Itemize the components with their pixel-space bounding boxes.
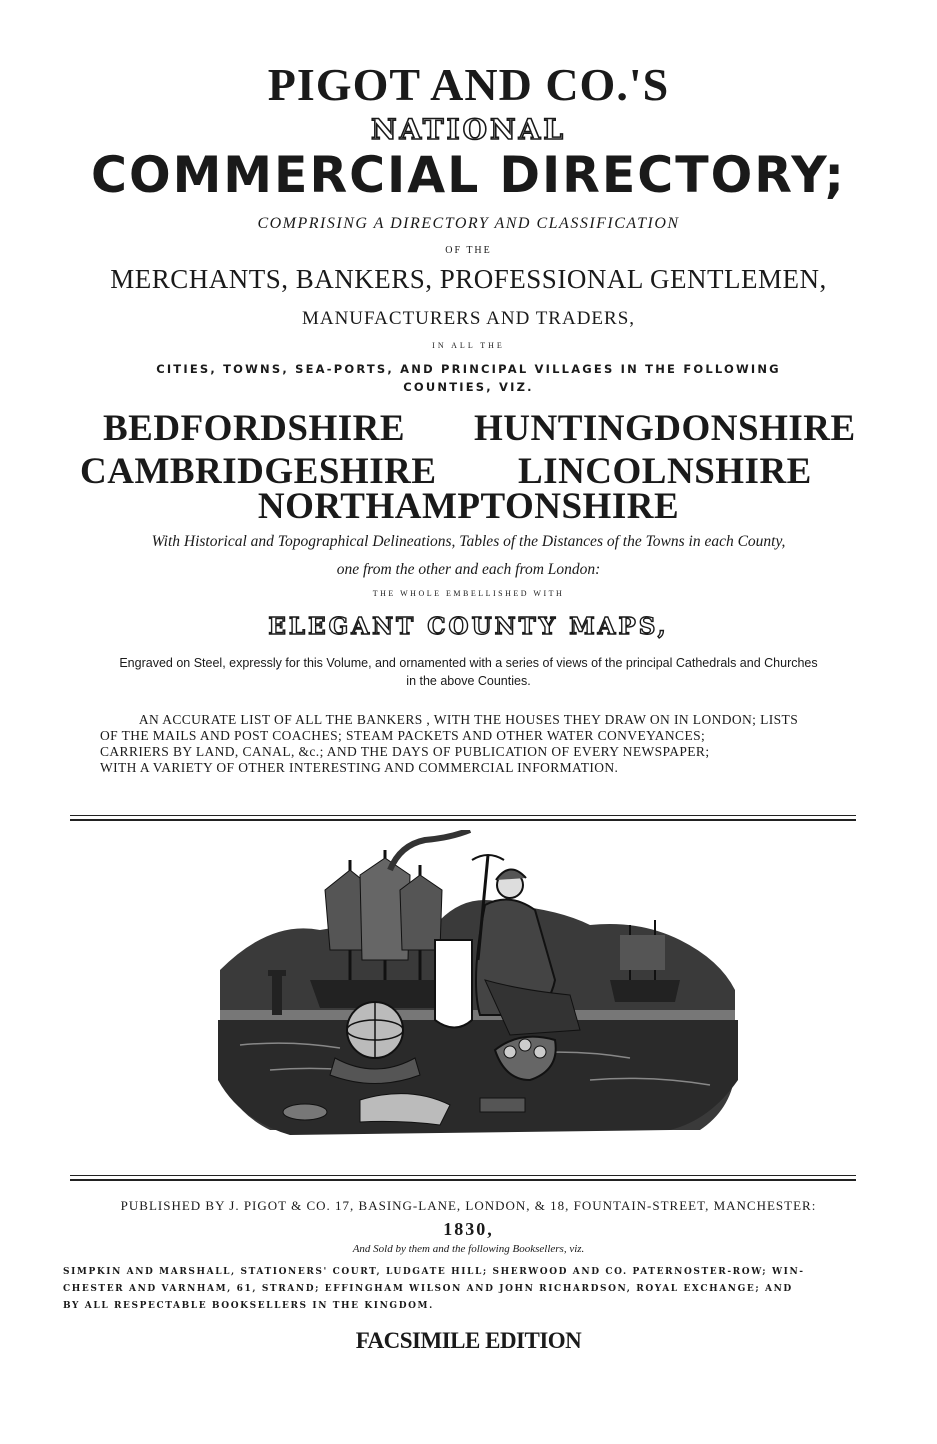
imprint-sold: And Sold by them and the following Booksellers, viz. bbox=[352, 1243, 585, 1255]
county-bedfordshire: BEDFORDSHIRE bbox=[103, 408, 406, 449]
accurate-list-line3: CARRIERS BY LAND, CANAL, &c.; AND THE DAYS OF PUBLICATION OF EVERY NEWSPAPER; bbox=[100, 744, 710, 759]
description-engraved-line1: Engraved on Steel, expressly for this Volume, and ornamented with a series of views of the principal Cathedrals and Churches bbox=[119, 656, 818, 670]
subtitle-cities-line1: CITIES, TOWNS, SEA-PORTS, AND PRINCIPAL VILLAGES IN THE FOLLOWING bbox=[156, 362, 781, 376]
imprint-year: 1830, bbox=[443, 1219, 494, 1239]
subtitle-comprising: COMPRISING A DIRECTORY AND CLASSIFICATION bbox=[257, 215, 680, 232]
subtitle-in-all-the: IN ALL THE bbox=[432, 341, 505, 350]
county-huntingdonshire: HUNTINGDONSHIRE bbox=[474, 408, 856, 449]
description-whole: THE WHOLE EMBELLISHED WITH bbox=[372, 589, 565, 598]
accurate-list-line2: OF THE MAILS AND POST COACHES; STEAM PACKETS AND OTHER WATER CONVEYANCES; bbox=[100, 728, 706, 743]
subtitle-merchants: MERCHANTS, BANKERS, PROFESSIONAL GENTLEMEN, bbox=[110, 264, 827, 294]
description-historical: With Historical and Topographical Delineations, Tables of the Distances of the Towns in each County, bbox=[151, 533, 786, 550]
description-one-from: one from the other and each from London: bbox=[336, 561, 601, 578]
imprint-published: PUBLISHED BY J. PIGOT & CO. 17, BASING-LANE, LONDON, & 18, FOUNTAIN-STREET, MANCHESTER: bbox=[120, 1198, 817, 1213]
description-elegant-maps: ELEGANT COUNTY MAPS, bbox=[268, 613, 669, 640]
title-publisher: PIGOT AND CO.'S bbox=[267, 59, 670, 110]
title-national: NATIONAL bbox=[370, 113, 567, 146]
county-lincolnshire: LINCOLNSHIRE bbox=[518, 451, 812, 492]
divider-bottom bbox=[70, 1175, 856, 1181]
county-northamptonshire: NORTHAMPTONSHIRE bbox=[257, 486, 680, 527]
divider-top bbox=[70, 815, 856, 821]
imprint-booksellers-line1: SIMPKIN AND MARSHALL, STATIONERS' COURT, LUDGATE HILL; SHERWOOD AND CO. PATERNOSTER-ROW; WIN- bbox=[63, 1267, 805, 1277]
subtitle-of-the: OF THE bbox=[445, 245, 492, 256]
imprint-booksellers-line3: BY ALL RESPECTABLE BOOKSELLERS IN THE KINGDOM. bbox=[63, 1301, 434, 1311]
britannia-ships-engraving-icon bbox=[210, 830, 742, 1150]
subtitle-manufacturers: MANUFACTURERS AND TRADERS, bbox=[301, 308, 636, 329]
title-directory: COMMERCIAL DIRECTORY; bbox=[91, 146, 846, 204]
description-engraved-line2: in the above Counties. bbox=[406, 674, 531, 688]
accurate-list-line4: WITH A VARIETY OF OTHER INTERESTING AND COMMERCIAL INFORMATION. bbox=[100, 760, 619, 775]
facsimile-edition: FACSIMILE EDITION bbox=[355, 1328, 582, 1353]
subtitle-cities-line2: COUNTIES, VIZ. bbox=[403, 380, 534, 394]
county-cambridgeshire: CAMBRIDGESHIRE bbox=[80, 451, 437, 492]
imprint-booksellers-line2: CHESTER AND VARNHAM, 61, STRAND; EFFINGHAM WILSON AND JOHN RICHARDSON, ROYAL EXCHANGE; AND bbox=[63, 1284, 793, 1294]
accurate-list-line1: AN ACCURATE LIST OF ALL THE BANKERS , WITH THE HOUSES THEY DRAW ON IN LONDON; LISTS bbox=[138, 712, 799, 727]
